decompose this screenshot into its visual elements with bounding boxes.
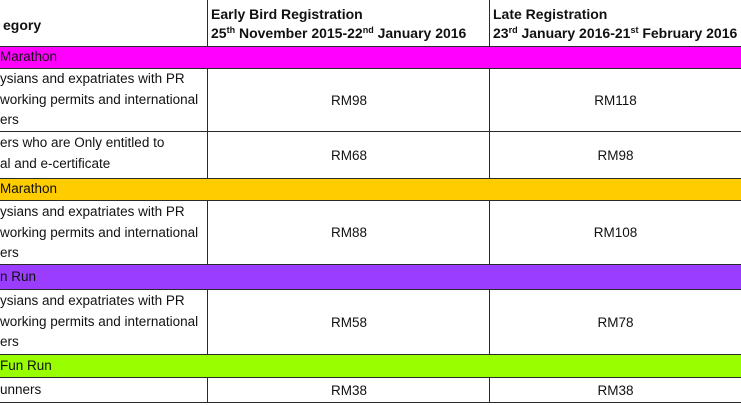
- grid-line: [0, 131, 741, 132]
- grid-line: [0, 68, 741, 69]
- early-bird-dates: 25th November 2015-22nd January 2016: [211, 25, 467, 41]
- column-divider: [489, 68, 490, 179]
- category-row-2: ers who are Only entitled to al and e-certificate: [0, 135, 165, 171]
- early-price-row-3: RM88: [330, 225, 367, 240]
- column-divider: [489, 377, 490, 403]
- grid-line: [0, 200, 741, 201]
- early-bird-title: Early Bird Registration: [211, 6, 363, 22]
- early-price-row-2: RM68: [330, 147, 367, 163]
- late-price-row-5: RM38: [597, 382, 634, 398]
- column-divider: [207, 200, 208, 265]
- header-category: [0, 16, 208, 35]
- section-band-2: [0, 179, 741, 200]
- late-title: Late Registration: [493, 6, 608, 22]
- early-price-row-1: RM98: [330, 92, 367, 108]
- section-band-4: [0, 355, 741, 377]
- early-price-row-5: RM38: [330, 382, 367, 398]
- section-label-2: Marathon: [0, 181, 58, 196]
- grid-line: [0, 354, 741, 355]
- column-divider: [489, 289, 490, 355]
- grid-line: [0, 178, 741, 179]
- late-price-row-3: RM108: [593, 225, 638, 240]
- section-label-1: Marathon: [0, 49, 58, 64]
- late-price-row-4: RM78: [597, 314, 634, 330]
- grid-line: [0, 46, 741, 47]
- header-early-bird: [208, 5, 490, 43]
- category-row-5: unners: [0, 382, 42, 397]
- late-price-row-2: RM98: [597, 147, 634, 163]
- column-divider: [207, 0, 208, 47]
- header-late: [490, 5, 741, 43]
- column-divider: [489, 200, 490, 265]
- late-price-row-1: RM118: [594, 92, 637, 108]
- header-category-label: egory: [3, 17, 42, 33]
- section-band-1: [0, 47, 741, 68]
- section-band-3: [0, 265, 741, 289]
- section-label-3: n Run: [0, 269, 37, 284]
- category-row-1: ysians and expatriates with PR working permits and international ers: [0, 71, 199, 127]
- section-label-4: Fun Run: [0, 358, 52, 373]
- column-divider: [207, 377, 208, 403]
- late-dates: 23rd January 2016-21st February 2016: [493, 25, 738, 41]
- grid-line: [0, 264, 741, 265]
- early-price-row-4: RM58: [330, 314, 367, 330]
- column-divider: [207, 289, 208, 355]
- grid-line: [0, 289, 741, 290]
- column-divider: [207, 68, 208, 179]
- grid-line: [0, 402, 741, 403]
- grid-line: [0, 377, 741, 378]
- column-divider: [489, 0, 490, 47]
- category-row-3: ysians and expatriates with PR working permits and international ers: [0, 204, 199, 260]
- category-row-4: ysians and expatriates with PR working permits and international ers: [0, 293, 199, 349]
